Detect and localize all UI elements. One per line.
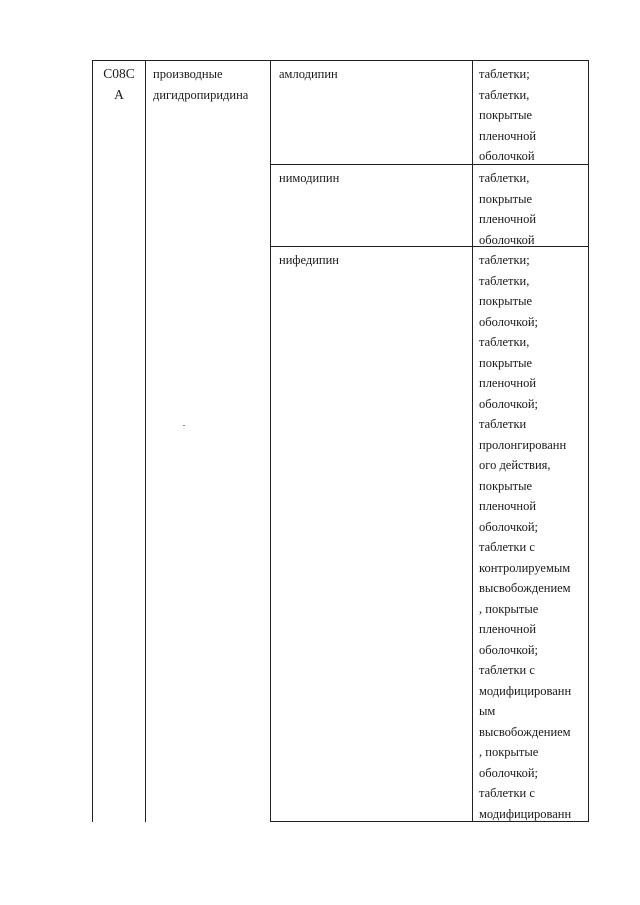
dosage-form-line: пленочной <box>479 499 537 513</box>
dosage-form-line: таблетки; <box>479 253 530 267</box>
dosage-form-line: покрытые <box>479 191 533 206</box>
dosage-form-line: оболочкой; <box>479 765 538 780</box>
dosage-form-line: модифицированн <box>479 806 572 821</box>
dosage-form-line: оболочкой; <box>479 396 538 411</box>
dosage-form-line: покрытые <box>479 108 533 122</box>
dosage-form-line: контролируемым <box>479 560 571 575</box>
dosage-form-line: модифицированн <box>479 683 572 698</box>
dosage-form-line: пролонгированн <box>479 437 567 452</box>
dosage-form-line: таблетки, <box>479 87 530 102</box>
group-name-cell <box>153 64 268 105</box>
dosage-form-line: оболочкой <box>479 232 535 247</box>
table-divider-code <box>145 60 146 822</box>
atc-code-line-1: C08C <box>103 66 135 81</box>
dosage-form-line: таблетки <box>479 417 527 431</box>
dosage-forms-nimodipine <box>479 168 587 250</box>
dosage-form-line: оболочкой; <box>479 642 538 657</box>
group-name-line-2: дигидропиридина <box>153 87 249 102</box>
dosage-form-line: , покрытые <box>479 745 539 759</box>
dosage-form-line: ым <box>479 704 496 718</box>
dosage-form-line: покрытые <box>479 478 533 493</box>
dosage-forms-amlodipine <box>479 64 587 167</box>
table-border-top <box>92 60 589 61</box>
dosage-form-line: оболочкой; <box>479 519 538 534</box>
dosage-form-line: таблетки с <box>479 663 535 677</box>
drug-name-amlodipine: амлодипин <box>279 67 338 81</box>
dosage-form-line: таблетки; <box>479 67 530 81</box>
scan-speck <box>183 425 185 426</box>
dosage-form-line: покрытые <box>479 294 533 308</box>
dosage-form-line: высвобождением <box>479 724 571 739</box>
dosage-form-line: пленочной <box>479 622 537 636</box>
dosage-form-line: таблетки с <box>479 540 535 554</box>
table-divider-drug <box>472 60 473 822</box>
atc-code-cell <box>93 64 145 105</box>
table-border-left <box>92 60 93 822</box>
dosage-form-line: пленочной <box>479 376 537 390</box>
table-border-right <box>588 60 589 822</box>
dosage-form-line: ого действия, <box>479 458 551 472</box>
dosage-form-line: таблетки, <box>479 273 530 288</box>
dosage-form-line: покрытые <box>479 355 533 370</box>
dosage-form-line: оболочкой <box>479 149 535 163</box>
dosage-form-line: таблетки с <box>479 786 535 800</box>
dosage-form-line: таблетки, <box>479 335 530 349</box>
dosage-form-line: пленочной <box>479 128 537 143</box>
group-name-line-1: производные <box>153 67 223 81</box>
dosage-form-line: , покрытые <box>479 601 539 616</box>
drug-name-nifedipine: нифедипин <box>279 253 339 267</box>
table-divider-group <box>270 60 271 822</box>
dosage-forms-nifedipine <box>479 250 587 824</box>
drug-name-nimodipine: нимодипин <box>279 171 340 185</box>
atc-code-line-2: A <box>114 86 124 102</box>
dosage-form-line: высвобождением <box>479 581 571 595</box>
dosage-form-line: оболочкой; <box>479 314 538 329</box>
dosage-form-line: таблетки, <box>479 171 530 185</box>
dosage-form-line: пленочной <box>479 212 537 226</box>
